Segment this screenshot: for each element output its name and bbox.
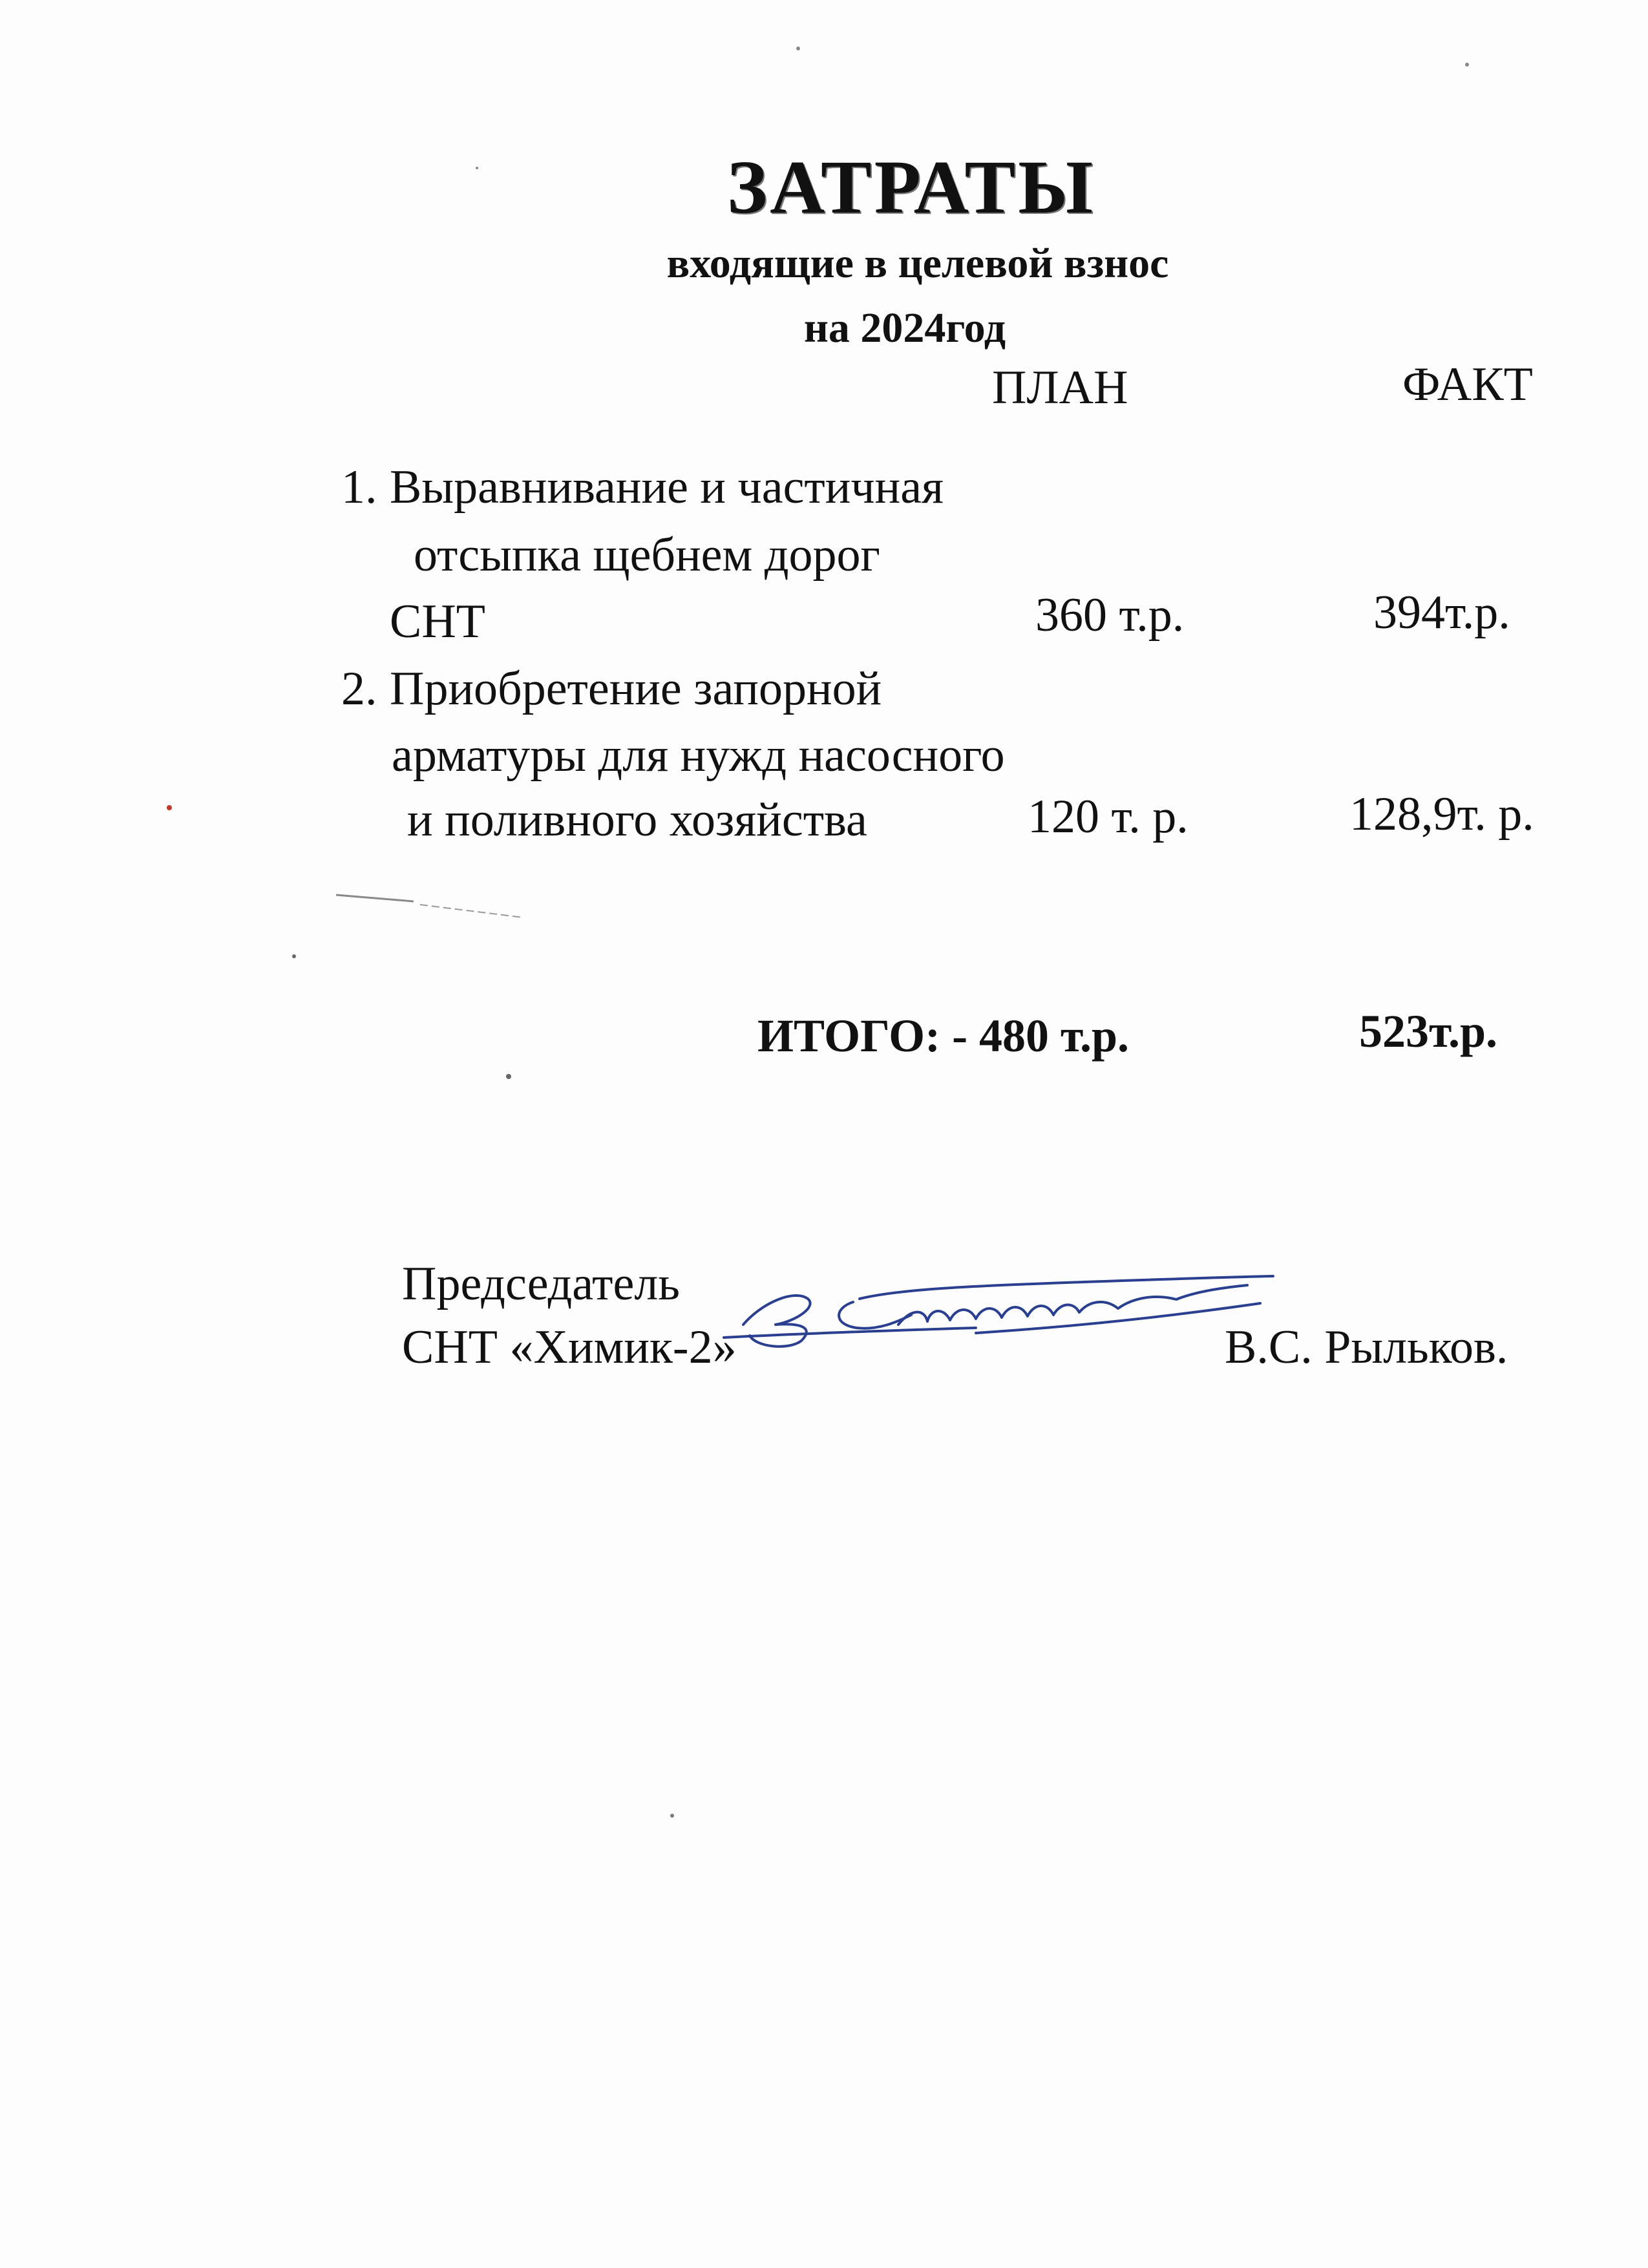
item-plan-value: 120 т. р. (1028, 790, 1188, 843)
total-plan: ИТОГО: - 480 т.р. (757, 1010, 1130, 1062)
document-title: ЗАТРАТЫ (726, 145, 1096, 229)
item-description-line: отсыпка щебнем дорог (414, 529, 880, 582)
signer-name: В.С. Рыльков. (1225, 1321, 1508, 1374)
item-fact-value: 394т.р. (1373, 586, 1510, 639)
item-number: 2. (341, 662, 377, 715)
document-subtitle: входящие в целевой взнос (666, 240, 1169, 287)
item-description-line: Выравнивание и частичная (390, 461, 944, 514)
fact-column-header: ФАКТ (1402, 358, 1533, 411)
signer-position: Председатель (402, 1257, 681, 1310)
item-description-line: и поливного хозяйства (407, 793, 867, 846)
plan-column-header: ПЛАН (992, 361, 1128, 414)
item-description-line: Приобретение запорной (390, 662, 882, 715)
item-description-line: арматуры для нужд насосного (392, 729, 1005, 782)
item-description-line: СНТ (390, 595, 485, 648)
handwritten-signature (704, 1263, 1299, 1367)
total-fact: 523т.р. (1359, 1005, 1497, 1057)
item-fact-value: 128,9т. р. (1349, 788, 1534, 841)
item-plan-value: 360 т.р. (1035, 589, 1185, 642)
item-number: 1. (341, 461, 377, 514)
document-year: на 2024год (803, 304, 1006, 352)
signer-organization: СНТ «Химик-2» (402, 1321, 737, 1374)
